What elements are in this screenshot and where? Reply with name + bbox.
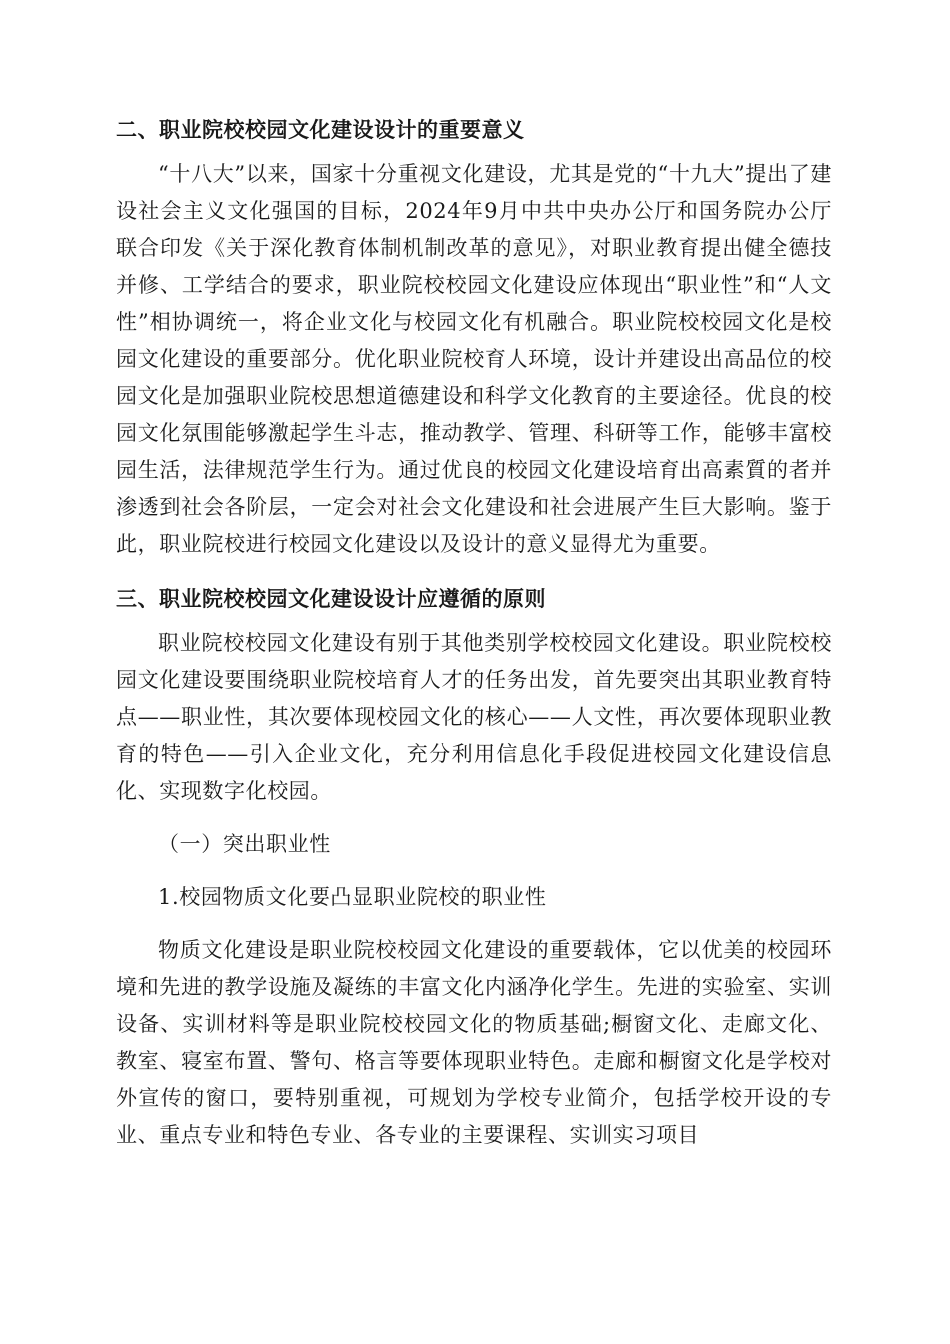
subsection-heading: （一）突出职业性 (158, 832, 331, 856)
paragraph: “十八大”以来，国家十分重视文化建设，尤其是党的“十九大”提出了建设社会主义文化强国的目标，2024年9月中共中央办公厅和国务院办公厅联合印发《关于深化教育体制机制改革的意见》，对职业教育提出健全德技并修、工学结合的要求，职业院校校园文化建设应体现出“职业性”和“人文性”相协调统一，将企业文化与校园文化有机融合。职业院校校园文化是校园文化建设的重要部分。优化职业院校育人环境，设计并建设出高品位的校园文化是加强职业院校思想道德建设和科学文化教育的主要途径。优良的校园文化氛围能够激起学生斗志，推动教学、管理、科研等工作，能够丰富校园生活，法律规范学生行为。通过优良的校园文化建设培育出高素質的者并渗透到社会各阶层，一定会对社会文化建设和社会进展产生巨大影响。鉴于此，职业院校进行校园文化建设以及设计的意义显得尤为重要。 (116, 162, 832, 556)
paragraph: 物质文化建设是职业院校校园文化建设的重要载体，它以优美的校园环境和先进的教学设施及凝练的丰富文化内涵净化学生。先进的实验室、实训设备、实训材料等是职业院校校园文化的物质基础;橱窗文化、走廊文化、教室、寝室布置、警句、格言等要体现职业特色。走廊和橱窗文化是学校对外宣传的窗口，要特别重视，可规划为学校专业简介，包括学校开设的专业、重点专业和特色专业、各专业的主要课程、实训实习项目 (116, 938, 832, 1147)
section-heading-2: 二、职业院校校园文化建设设计的重要意义 (116, 118, 525, 142)
subsection-item-heading: 1.校园物质文化要凸显职业院校的职业性 (158, 885, 547, 909)
paragraph: 职业院校校园文化建设有别于其他类别学校校园文化建设。职业院校校园文化建设要围绕职业院校培育人才的任务出发，首先要突出其职业教育特点——职业性，其次要体现校园文化的核心——人文性，再次要体现职业教育的特色——引入企业文化，充分利用信息化手段促进校园文化建设信息化、实现数字化校园。 (116, 631, 832, 803)
section-heading-3: 三、职业院校校园文化建设设计应遵循的原则 (116, 587, 546, 611)
document-page (116, 112, 832, 1154)
